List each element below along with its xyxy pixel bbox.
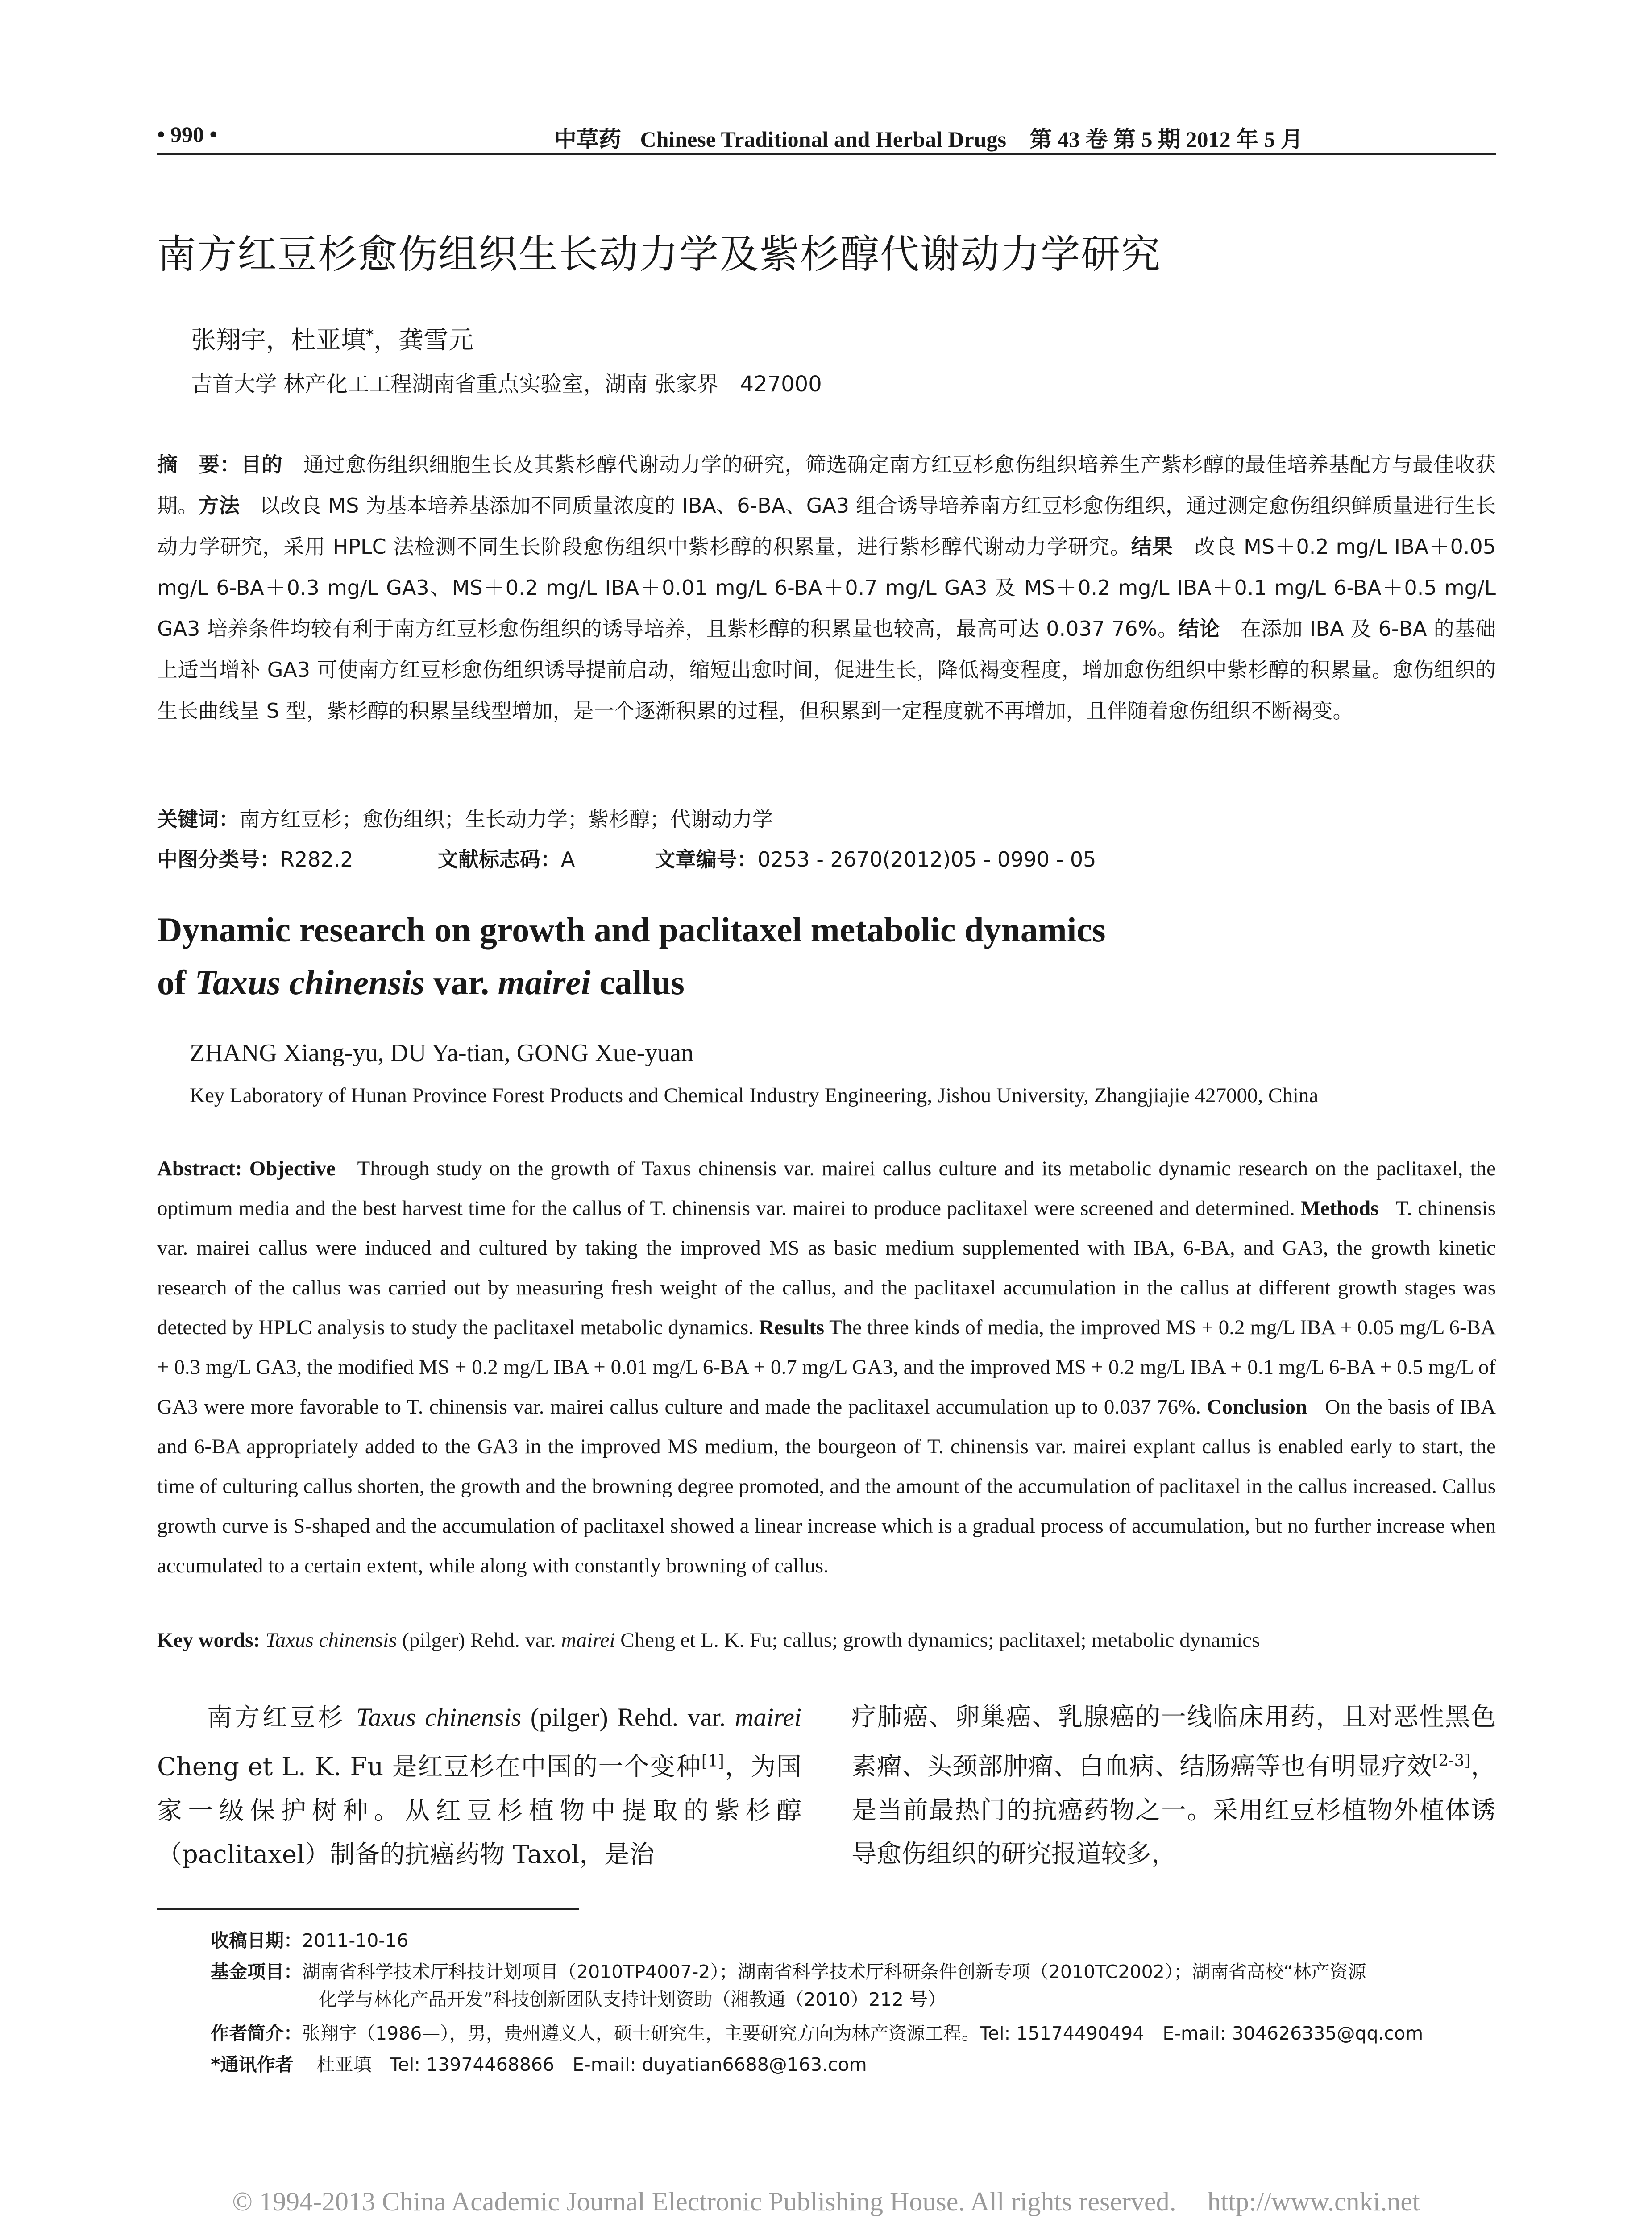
authors-en: ZHANG Xiang-yu, DU Ya-tian, GONG Xue-yuan	[190, 1039, 694, 1067]
keywords-cn-text: 南方红豆杉；愈伤组织；生长动力学；紫杉醇；代谢动力学	[239, 807, 773, 831]
conclusion-en: On the basis of IBA and 6-BA appropriately added to the GA3 in the improved MS medium, the bourgeon of T. chinensis var. mairei explant callus is enabled early to start, the time of culturing callus shorten, the growth and the browning degree promoted, and the amount of the accumulation of paclitaxel in the callus increased. Callus growth curve is S-shaped and the accumulation of paclitaxel showed a linear increase which is a gradual process of accumulation, but no further increase when accumulated to a certain extent, while along with constantly browning of callus.	[157, 1395, 1496, 1577]
classification-cn	[157, 839, 1496, 880]
footnote-author: 作者简介：张翔宇（1986—），男，贵州遵义人，硕士研究生，主要研究方向为林产资源工程。Tel: 15174490494 E-mail: 304626335@qq.com	[211, 2023, 1424, 2044]
title-en-line1: Dynamic research on growth and paclitaxel metabolic dynamics	[157, 910, 1106, 949]
running-header	[157, 121, 1496, 153]
copyright-text: © 1994-2013 China Academic Journal Electronic Publishing House. All rights reserved.	[232, 2187, 1176, 2216]
page-number: • 990 •	[157, 122, 218, 147]
body-column-right: 疗肺癌、卵巢癌、乳腺癌的一线临床用药，且对恶性黑色素瘤、头颈部肿瘤、白血病、结肠癌等也有明显疗效[2-3]，是当前最热门的抗癌药物之一。采用红豆杉植物外植体诱导愈伤组织的研究报道较多，	[851, 1703, 1496, 1869]
abstract-en-label: Abstract: Objective	[157, 1157, 336, 1180]
footnote-corresponding: *通讯作者 杜亚填 Tel: 13974468866 E-mail: duyatian6688@163.com	[211, 2054, 867, 2075]
objective-label-cn: 目的	[241, 452, 283, 477]
title-cn: 南方红豆杉愈伤组织生长动力学及紫杉醇代谢动力学研究	[157, 231, 1162, 277]
article-number-value: 0253 - 2670(2012)05 - 0990 - 05	[757, 847, 1096, 871]
footnote-received: 收稿日期：2011-10-16	[211, 1930, 409, 1951]
keywords-cn	[157, 799, 1496, 840]
clc-value: R282.2	[280, 847, 353, 871]
cnki-url[interactable]: http://www.cnki.net	[1207, 2187, 1420, 2216]
keywords-cn-label: 关键词：	[157, 807, 239, 831]
journal-name-en: Chinese Traditional and Herbal Drugs	[640, 127, 1006, 152]
copyright-footer	[0, 2186, 1652, 2217]
results-label-cn: 结果	[1131, 535, 1174, 559]
journal-info	[554, 121, 1303, 153]
corresponding-mark: *	[366, 326, 374, 344]
keywords-en-label: Key words:	[157, 1629, 261, 1652]
keywords-en: Key words: Taxus chinensis (pilger) Rehd. var. mairei Cheng et L. K. Fu; callus; growth dynamics; paclitaxel; metabolic dynamics	[157, 1629, 1260, 1652]
methods-label-cn: 方法	[198, 493, 240, 518]
clc-label: 中图分类号：	[157, 847, 280, 871]
footnote-fund-cont: 化学与林化产品开发”科技创新团队支持计划资助（湘教通（2010）212 号）	[319, 1989, 946, 2010]
affiliation-cn: 吉首大学 林产化工工程湖南省重点实验室，湖南 张家界 427000	[191, 372, 822, 397]
citation-ref: [2-3]	[1432, 1752, 1471, 1770]
conclusion-label-en: Conclusion	[1207, 1395, 1307, 1418]
title-en-line2: of Taxus chinensis var. mairei callus	[157, 963, 685, 1002]
results-en: The three kinds of media, the improved MS + 0.2 mg/L IBA + 0.05 mg/L 6-BA + 0.3 mg/L GA3, the modified MS + 0.2 mg/L IBA + 0.01 mg/L 6-BA + 0.7 mg/L GA3, and the improved MS + 0.2 mg/L IBA + 0.1 mg/L 6-BA + 0.5 mg/L of GA3 were more favorable to T. chinensis var. mairei callus culture and made the paclitaxel accumulation up to 0.037 76%.	[157, 1316, 1496, 1418]
doc-code-label: 文献标志码：	[437, 847, 561, 871]
affiliation-en: Key Laboratory of Hunan Province Forest Products and Chemical Industry Engineering, Jishou University, Zhangjiajie 427000, China	[190, 1084, 1319, 1107]
methods-en: T. chinensis var. mairei callus were induced and cultured by taking the improved MS as basic medium supplemented with IBA, 6-BA, and GA3, the growth kinetic research of the callus was carried out by measuring fresh weight of the callus, and the paclitaxel accumulation in the callus at different growth stages was detected by HPLC analysis to study the paclitaxel metabolic dynamics.	[157, 1197, 1496, 1339]
article-number-label: 文章编号：	[655, 847, 758, 871]
methods-cn: 以改良 MS 为基本培养基添加不同质量浓度的 IBA、6-BA、GA3 组合诱导培养南方红豆杉愈伤组织，通过测定愈伤组织鲜质量进行生长动力学研究，采用 HPLC 法检测不同生长阶段愈伤组织中紫杉醇的积累量，进行紫杉醇代谢动力学研究。	[157, 493, 1496, 559]
conclusion-cn: 在添加 IBA 及 6-BA 的基础上适当增补 GA3 可使南方红豆杉愈伤组织诱导提前启动，缩短出愈时间，促进生长，降低褐变程度，增加愈伤组织中紫杉醇的积累量。愈伤组织的生长曲线呈 S 型，紫杉醇的积累呈线型增加，是一个逐渐积累的过程，但积累到一定程度就不再增加，且伴随着愈伤组织不断褐变。	[157, 617, 1496, 723]
conclusion-label-cn: 结论	[1178, 617, 1220, 641]
results-label-en: Results	[759, 1316, 825, 1339]
doc-code-value: A	[560, 847, 575, 871]
authors-cn-last: ，龚雪元	[374, 326, 473, 355]
abstract-en	[157, 1149, 1496, 1586]
journal-name-cn: 中草药	[554, 126, 621, 152]
methods-label-en: Methods	[1300, 1197, 1379, 1220]
abstract-cn-label: 摘 要：	[157, 452, 241, 477]
authors-cn	[191, 320, 473, 356]
journal-issue: 第 43 卷 第 5 期 2012 年 5 月	[1029, 127, 1303, 152]
abstract-cn	[157, 444, 1496, 731]
results-cn: 改良 MS＋0.2 mg/L IBA＋0.05 mg/L 6-BA＋0.3 mg/L GA3、MS＋0.2 mg/L IBA＋0.01 mg/L 6-BA＋0.7 mg/L GA3 及 MS＋0.2 mg/L IBA＋0.1 mg/L 6-BA＋0.5 mg/L GA3 培养条件均较有利于南方红豆杉愈伤组织的诱导培养，且紫杉醇的积累量也较高，最高可达 0.037 76%。	[157, 535, 1496, 641]
authors-cn-first: 张翔宇，杜亚填	[191, 326, 366, 355]
footnote-fund: 基金项目：湖南省科学技术厅科技计划项目（2010TP4007-2）；湖南省科学技术厅科研条件创新专项（2010TC2002）；湖南省高校“林产资源	[211, 1961, 1366, 1982]
objective-cn: 通过愈伤组织细胞生长及其紫杉醇代谢动力学的研究，筛选确定南方红豆杉愈伤组织培养生产紫杉醇的最佳培养基配方与最佳收获期。	[157, 452, 1496, 518]
objective-en: Through study on the growth of Taxus chinensis var. mairei callus culture and its metabolic dynamic research on the paclitaxel, the optimum media and the best harvest time for the callus of T. chinensis var. mairei to produce paclitaxel were screened and determined.	[157, 1157, 1496, 1220]
header-rule	[157, 153, 1496, 155]
footnote-rule	[157, 1908, 579, 1910]
title-en	[157, 904, 1407, 1009]
body-column-left: 南方红豆杉 Taxus chinensis (pilger) Rehd. var. mairei Cheng et L. K. Fu 是红豆杉在中国的一个变种[1]，为国家一级保护树种。从红豆杉植物中提取的紫杉醇（paclitaxel）制备的抗癌药物 Taxol，是治	[157, 1703, 802, 1869]
citation-ref: [1]	[701, 1752, 724, 1771]
